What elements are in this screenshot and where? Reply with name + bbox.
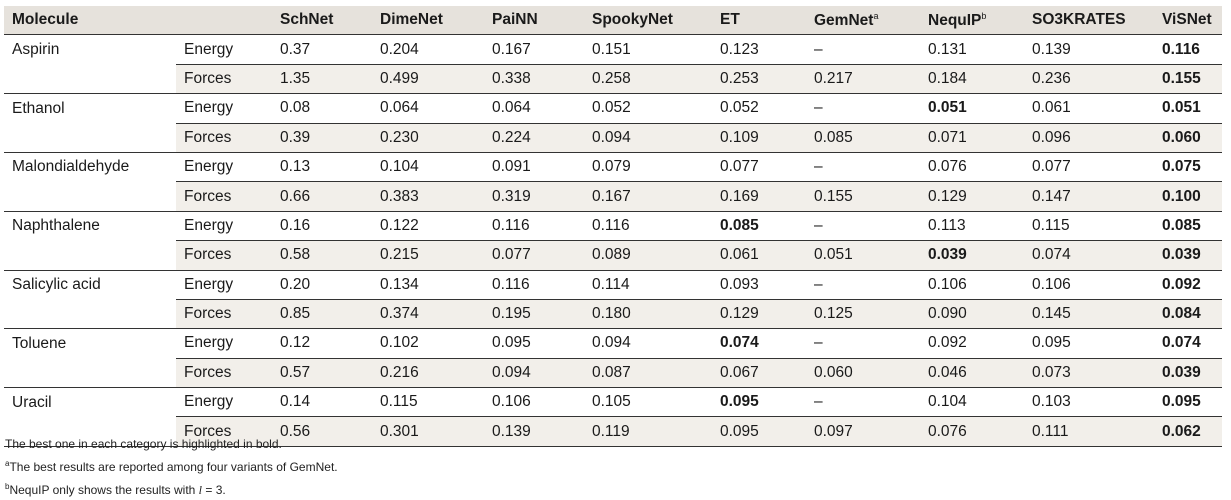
molecule-cell	[4, 182, 176, 211]
column-header-label: DimeNet	[380, 11, 443, 29]
value-cell: 0.08	[272, 94, 372, 123]
value-cell: 0.077	[1024, 152, 1154, 181]
column-header	[806, 6, 920, 35]
property-cell: Forces	[176, 64, 272, 93]
property-cell: Forces	[176, 182, 272, 211]
value-cell: 0.104	[372, 152, 484, 181]
footnote-marker: a	[873, 10, 879, 21]
value-cell: 0.094	[584, 329, 712, 358]
value-cell: 0.100	[1154, 182, 1222, 211]
value-cell: 0.076	[920, 152, 1024, 181]
value-cell: 0.087	[584, 358, 712, 387]
column-header-label: GemNet	[814, 11, 874, 29]
value-cell: 0.071	[920, 123, 1024, 152]
molecule-cell	[4, 358, 176, 387]
value-cell: 0.56	[272, 417, 372, 446]
value-cell: 0.095	[712, 388, 806, 417]
value-cell: 0.145	[1024, 299, 1154, 328]
value-cell: 0.085	[1154, 211, 1222, 240]
value-cell: 0.123	[712, 35, 806, 64]
value-cell: 0.119	[584, 417, 712, 446]
value-cell: 0.204	[372, 35, 484, 64]
value-cell: 0.095	[1024, 329, 1154, 358]
value-cell: 0.095	[712, 417, 806, 446]
molecule-cell: Uracil	[4, 388, 176, 417]
value-cell: 0.216	[372, 358, 484, 387]
value-cell: 0.115	[1024, 211, 1154, 240]
value-cell: –	[806, 270, 920, 299]
value-cell: 0.074	[712, 329, 806, 358]
note-nequip-variable: l	[198, 483, 203, 497]
value-cell: 0.064	[484, 94, 584, 123]
value-cell: 0.57	[272, 358, 372, 387]
note-nequip-marker: b	[5, 482, 10, 491]
value-cell: 0.236	[1024, 64, 1154, 93]
column-header-label: ET	[720, 11, 740, 29]
note-gemnet-text: The best results are reported among four variants of GemNet.	[9, 460, 338, 474]
column-header-label: ViSNet	[1162, 11, 1212, 29]
value-cell: 0.116	[584, 211, 712, 240]
value-cell: 0.096	[1024, 123, 1154, 152]
value-cell: 0.094	[484, 358, 584, 387]
note-gemnet	[5, 454, 338, 477]
value-cell: 0.093	[712, 270, 806, 299]
value-cell: 0.052	[712, 94, 806, 123]
table-row	[4, 64, 1222, 93]
property-cell: Forces	[176, 241, 272, 270]
value-cell: 0.39	[272, 123, 372, 152]
value-cell: 0.13	[272, 152, 372, 181]
value-cell: 0.155	[1154, 64, 1222, 93]
value-cell: 0.338	[484, 64, 584, 93]
value-cell: 0.077	[712, 152, 806, 181]
molecule-cell	[4, 241, 176, 270]
value-cell: 0.046	[920, 358, 1024, 387]
column-header-label: NequIP	[928, 11, 982, 29]
value-cell: 0.060	[1154, 123, 1222, 152]
value-cell: 0.116	[1154, 35, 1222, 64]
value-cell: 0.106	[1024, 270, 1154, 299]
property-cell: Forces	[176, 417, 272, 446]
value-cell: 0.155	[806, 182, 920, 211]
property-cell: Energy	[176, 329, 272, 358]
value-cell: 0.16	[272, 211, 372, 240]
value-cell: 0.129	[920, 182, 1024, 211]
column-header	[1154, 6, 1222, 35]
value-cell: 0.195	[484, 299, 584, 328]
footnote-marker: b	[981, 10, 987, 21]
value-cell: 0.084	[1154, 299, 1222, 328]
property-cell: Energy	[176, 152, 272, 181]
table-notes	[5, 434, 338, 500]
note-nequip-text: NequIP only shows the results with	[9, 483, 199, 497]
value-cell: 0.077	[484, 241, 584, 270]
value-cell: 0.167	[484, 35, 584, 64]
note-bold: The best one in each category is highlighted in bold.	[5, 437, 282, 451]
table-row	[4, 211, 1222, 240]
value-cell: 0.37	[272, 35, 372, 64]
value-cell: 0.085	[712, 211, 806, 240]
column-header	[272, 6, 372, 35]
value-cell: 0.074	[1024, 241, 1154, 270]
property-cell: Energy	[176, 35, 272, 64]
property-cell: Energy	[176, 270, 272, 299]
molecule-cell: Aspirin	[4, 35, 176, 64]
value-cell: 0.131	[920, 35, 1024, 64]
table-row	[4, 182, 1222, 211]
column-header-label: SchNet	[280, 11, 334, 29]
value-cell: –	[806, 329, 920, 358]
value-cell: 0.060	[806, 358, 920, 387]
table-row	[4, 35, 1222, 64]
value-cell: 0.230	[372, 123, 484, 152]
results-table	[4, 6, 1222, 447]
value-cell: 0.374	[372, 299, 484, 328]
property-cell: Energy	[176, 211, 272, 240]
value-cell: 0.58	[272, 241, 372, 270]
table-row	[4, 358, 1222, 387]
molecule-cell	[4, 123, 176, 152]
table-body	[4, 35, 1222, 446]
value-cell: 0.169	[712, 182, 806, 211]
value-cell: 0.258	[584, 64, 712, 93]
value-cell: 0.104	[920, 388, 1024, 417]
note-nequip	[5, 477, 338, 500]
value-cell: 0.151	[584, 35, 712, 64]
molecule-cell: Toluene	[4, 329, 176, 358]
value-cell: 0.039	[1154, 358, 1222, 387]
value-cell: 0.061	[1024, 94, 1154, 123]
column-header	[372, 6, 484, 35]
value-cell: 0.092	[920, 329, 1024, 358]
column-header-label: Molecule	[12, 11, 79, 29]
value-cell: 0.20	[272, 270, 372, 299]
value-cell: 0.092	[1154, 270, 1222, 299]
value-cell: 0.180	[584, 299, 712, 328]
value-cell: 0.039	[920, 241, 1024, 270]
value-cell: 0.051	[920, 94, 1024, 123]
column-header	[584, 6, 712, 35]
value-cell: 0.075	[1154, 152, 1222, 181]
value-cell: 0.85	[272, 299, 372, 328]
molecule-cell: Salicylic acid	[4, 270, 176, 299]
value-cell: 0.061	[712, 241, 806, 270]
value-cell: –	[806, 152, 920, 181]
molecule-cell: Ethanol	[4, 94, 176, 123]
value-cell: 0.095	[1154, 388, 1222, 417]
value-cell: 0.14	[272, 388, 372, 417]
column-header	[1024, 6, 1154, 35]
column-header-label: SpookyNet	[592, 11, 673, 29]
value-cell: 0.125	[806, 299, 920, 328]
value-cell: 0.091	[484, 152, 584, 181]
value-cell: –	[806, 211, 920, 240]
table-row	[4, 152, 1222, 181]
value-cell: 0.147	[1024, 182, 1154, 211]
value-cell: 0.102	[372, 329, 484, 358]
value-cell: 0.052	[584, 94, 712, 123]
value-cell: 0.215	[372, 241, 484, 270]
value-cell: 0.167	[584, 182, 712, 211]
property-cell: Energy	[176, 94, 272, 123]
value-cell: 0.089	[584, 241, 712, 270]
value-cell: 0.062	[1154, 417, 1222, 446]
value-cell: 0.217	[806, 64, 920, 93]
value-cell: 0.051	[806, 241, 920, 270]
value-cell: 0.12	[272, 329, 372, 358]
value-cell: 0.105	[584, 388, 712, 417]
value-cell: 0.090	[920, 299, 1024, 328]
value-cell: 0.301	[372, 417, 484, 446]
value-cell: 0.139	[1024, 35, 1154, 64]
value-cell: 0.073	[1024, 358, 1154, 387]
value-cell: 0.224	[484, 123, 584, 152]
value-cell: 0.095	[484, 329, 584, 358]
value-cell: 1.35	[272, 64, 372, 93]
table-row	[4, 241, 1222, 270]
property-cell: Forces	[176, 358, 272, 387]
value-cell: 0.134	[372, 270, 484, 299]
value-cell: 0.051	[1154, 94, 1222, 123]
table-row	[4, 123, 1222, 152]
value-cell: 0.114	[584, 270, 712, 299]
column-header	[712, 6, 806, 35]
value-cell: 0.106	[484, 388, 584, 417]
property-cell: Forces	[176, 123, 272, 152]
molecule-cell: Naphthalene	[4, 211, 176, 240]
value-cell: 0.103	[1024, 388, 1154, 417]
column-header	[920, 6, 1024, 35]
value-cell: 0.076	[920, 417, 1024, 446]
value-cell: 0.253	[712, 64, 806, 93]
value-cell: 0.039	[1154, 241, 1222, 270]
value-cell: 0.079	[584, 152, 712, 181]
table-row	[4, 388, 1222, 417]
value-cell: 0.139	[484, 417, 584, 446]
value-cell: 0.122	[372, 211, 484, 240]
value-cell: 0.184	[920, 64, 1024, 93]
molecule-cell	[4, 299, 176, 328]
table-row	[4, 270, 1222, 299]
column-header-label: SO3KRATES	[1032, 11, 1126, 29]
value-cell: 0.111	[1024, 417, 1154, 446]
value-cell: 0.109	[712, 123, 806, 152]
column-header	[484, 6, 584, 35]
value-cell: 0.66	[272, 182, 372, 211]
column-header	[4, 6, 176, 35]
value-cell: 0.064	[372, 94, 484, 123]
value-cell: 0.129	[712, 299, 806, 328]
column-header	[176, 6, 272, 35]
column-header-label: PaiNN	[492, 11, 538, 29]
molecule-cell: Malondialdehyde	[4, 152, 176, 181]
molecule-cell	[4, 64, 176, 93]
table-row	[4, 299, 1222, 328]
value-cell: 0.085	[806, 123, 920, 152]
value-cell: 0.319	[484, 182, 584, 211]
value-cell: 0.115	[372, 388, 484, 417]
value-cell: 0.383	[372, 182, 484, 211]
table-row	[4, 94, 1222, 123]
value-cell: –	[806, 94, 920, 123]
value-cell: –	[806, 388, 920, 417]
value-cell: 0.067	[712, 358, 806, 387]
property-cell: Forces	[176, 299, 272, 328]
value-cell: 0.097	[806, 417, 920, 446]
table-row	[4, 329, 1222, 358]
note-nequip-text-end: = 3.	[202, 483, 226, 497]
value-cell: 0.094	[584, 123, 712, 152]
value-cell: 0.116	[484, 211, 584, 240]
value-cell: –	[806, 35, 920, 64]
value-cell: 0.116	[484, 270, 584, 299]
value-cell: 0.113	[920, 211, 1024, 240]
value-cell: 0.074	[1154, 329, 1222, 358]
property-cell: Energy	[176, 388, 272, 417]
note-gemnet-marker: a	[5, 459, 10, 468]
table-header-row	[4, 6, 1222, 35]
value-cell: 0.106	[920, 270, 1024, 299]
value-cell: 0.499	[372, 64, 484, 93]
